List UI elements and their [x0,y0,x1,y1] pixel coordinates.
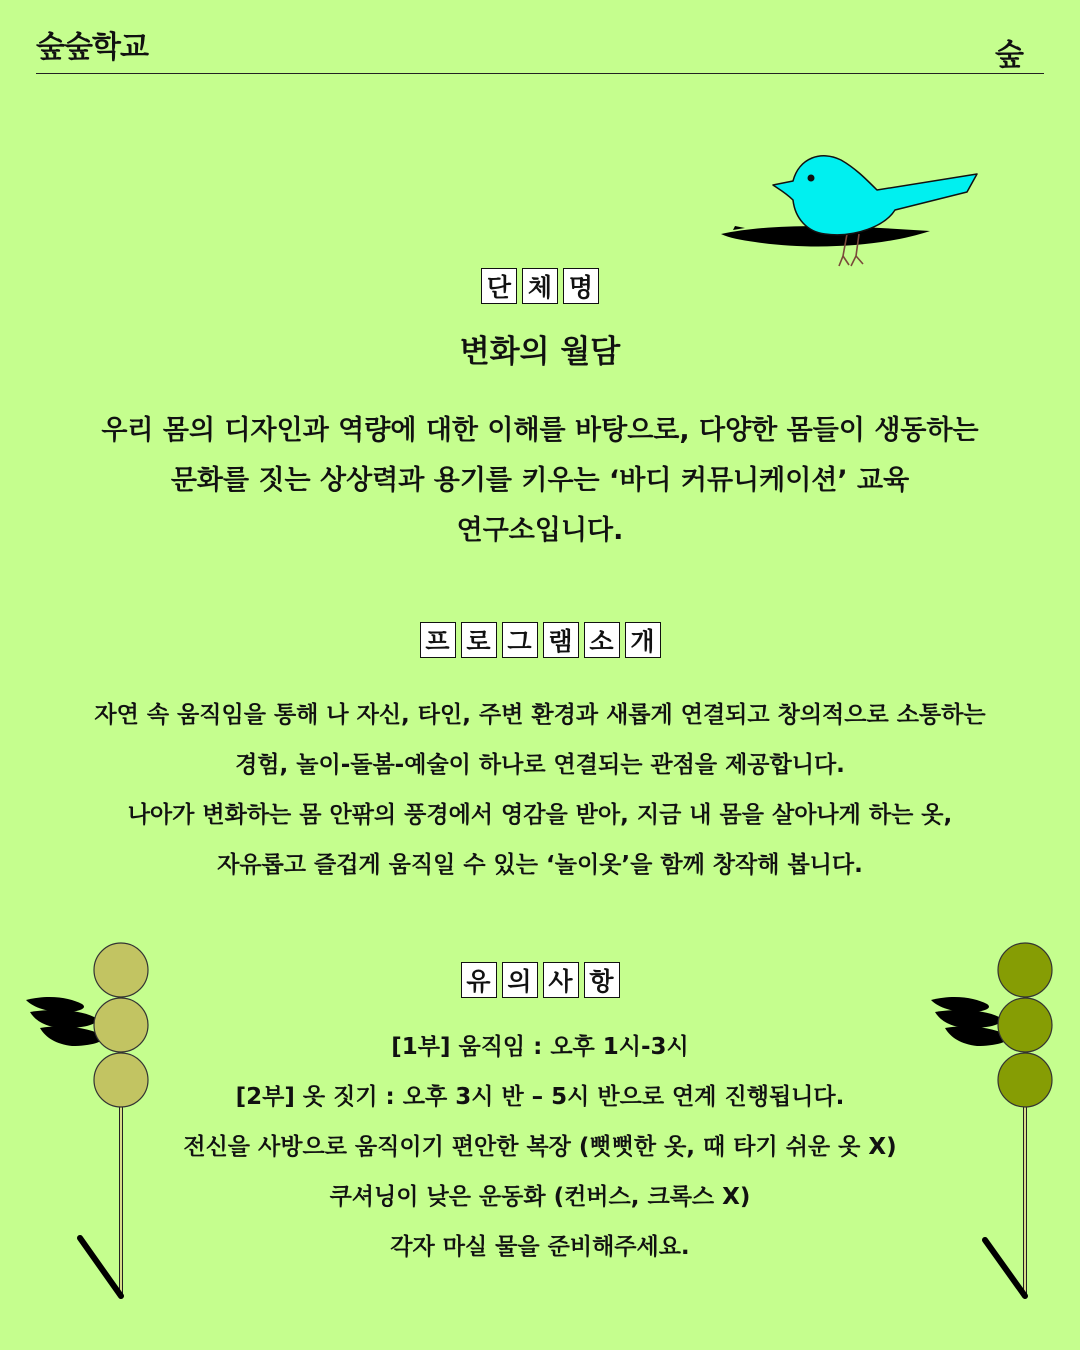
heading-char: 램 [543,622,579,658]
notice-item: [2부] 옷 짓기 : 오후 3시 반 – 5시 반으로 연계 진행됩니다. [235,1084,845,1110]
program-line: 나아가 변화하는 몸 안팎의 풍경에서 영감을 받아, 지금 내 몸을 살아나게 하는 옷, [127,802,953,828]
program-description [0,690,1080,890]
notice-list [0,1022,1080,1272]
notice-item: 쿠셔닝이 낮은 운동화 (컨버스, 크록스 X) [329,1184,751,1210]
heading-char: 사 [543,962,579,998]
program-line: 경험, 놀이-돌봄-예술이 하나로 연결되는 관점을 제공합니다. [235,752,845,778]
notice-item: [1부] 움직임 : 오후 1시-3시 [391,1034,689,1060]
right-plant-icon [925,938,1065,1303]
heading-char: 항 [584,962,620,998]
group-name: 변화의 월담 [459,334,621,370]
heading-char: 체 [522,268,558,304]
group-heading [0,268,1080,304]
notice-heading [0,962,1080,998]
heading-char: 그 [502,622,538,658]
brand-logo-text[interactable]: 숲숲학교 [36,30,148,65]
header [36,0,1044,74]
heading-char: 의 [502,962,538,998]
heading-char: 유 [461,962,497,998]
left-plant-icon [20,938,160,1303]
heading-char: 개 [625,622,661,658]
bird-icon [715,148,985,273]
heading-char: 소 [584,622,620,658]
heading-char: 로 [461,622,497,658]
notice-item: 각자 마실 물을 준비해주세요. [390,1234,690,1260]
description-line: 문화를 짓는 상상력과 용기를 키우는 ‘바디 커뮤니케이션’ 교육 [170,465,910,496]
description-line: 우리 몸의 디자인과 역량에 대한 이해를 바탕으로, 다양한 몸들이 생동하는 [101,415,979,446]
group-description [0,406,1080,556]
program-line: 자유롭고 즐겁게 움직일 수 있는 ‘놀이옷’을 함께 창작해 봅니다. [217,852,863,878]
program-line: 자연 속 움직임을 통해 나 자신, 타인, 주변 환경과 새롭게 연결되고 창의적으로 소통하는 [94,702,986,728]
description-line: 연구소입니다. [456,515,624,546]
heading-char: 단 [481,268,517,304]
notice-item: 전신을 사방으로 움직이기 편안한 복장 (뻣뻣한 옷, 때 타기 쉬운 옷 X) [183,1134,897,1160]
heading-char: 명 [563,268,599,304]
heading-char: 프 [420,622,456,658]
brand-mark[interactable]: 숲 [995,38,1024,73]
program-heading [0,622,1080,658]
